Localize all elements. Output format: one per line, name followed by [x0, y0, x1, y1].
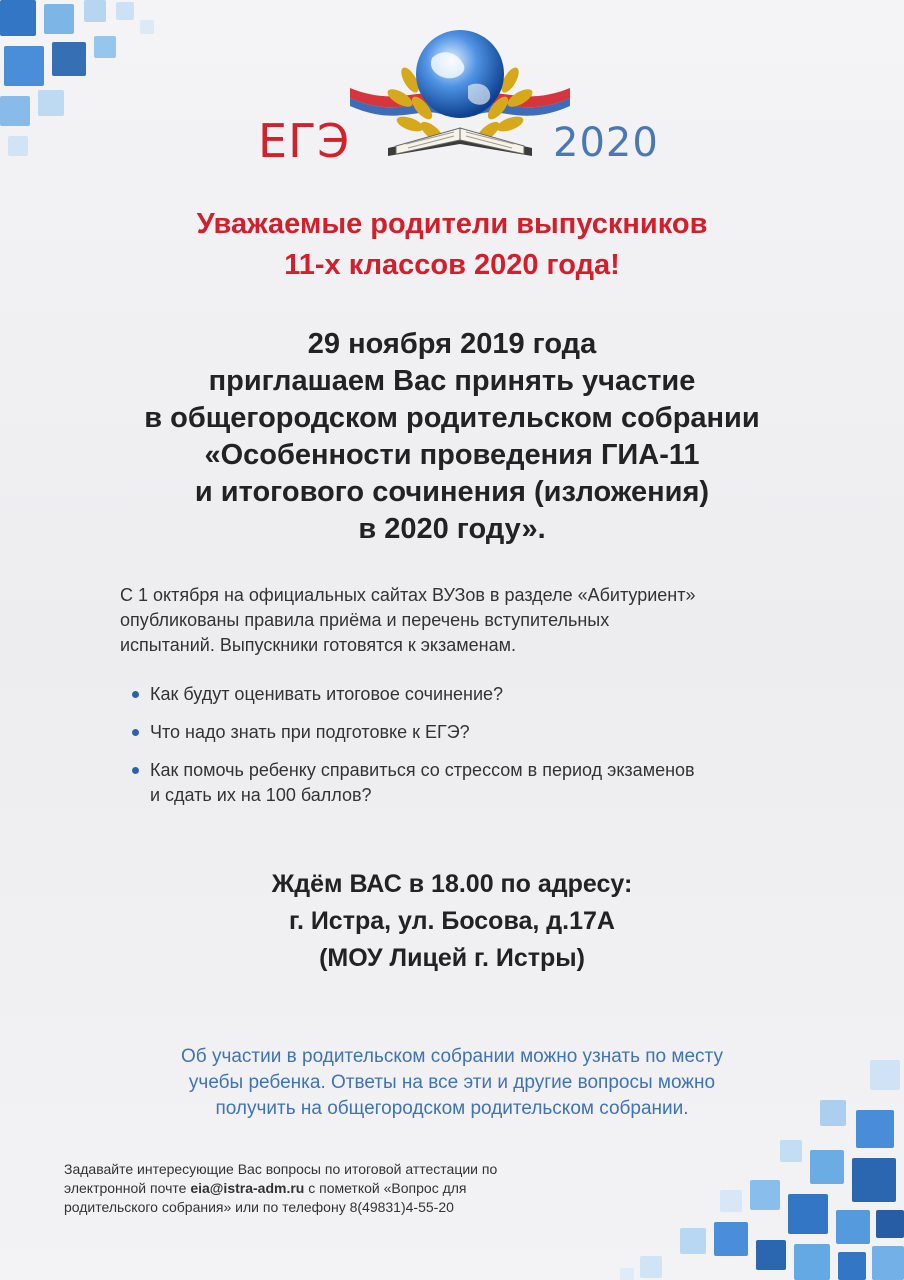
headline	[60, 204, 844, 286]
invitation	[60, 326, 844, 548]
list-item	[130, 720, 850, 745]
contact-line: родительского собрания» или по телефону 8(49831)4-55-20	[64, 1199, 454, 1215]
intro-line: испытаний. Выпускники готовятся к экзаменам.	[120, 635, 516, 655]
intro-line: С 1 октября на официальных сайтах ВУЗов в разделе «Абитуриент»	[120, 585, 696, 605]
headline-line: 11-х классов 2020 года!	[284, 249, 620, 281]
contact-prefix: электронной почте	[64, 1180, 191, 1196]
info-line: Об участии в родительском собрании можно узнать по месту	[181, 1046, 723, 1067]
invitation-line: в общегородском родительском собрании	[144, 402, 760, 434]
list-item	[130, 758, 850, 808]
email-link[interactable]: eia@istra-adm.ru	[190, 1180, 305, 1196]
info-line: получить на общегородском родительском собрании.	[215, 1098, 689, 1119]
question-text: и сдать их на 100 баллов?	[150, 785, 372, 805]
invitation-line: «Особенности проведения ГИА-11	[204, 439, 700, 471]
question-list	[130, 682, 850, 821]
invitation-line: приглашаем Вас принять участие	[208, 365, 696, 397]
bullet-icon	[132, 691, 139, 698]
decor-squares-top-left	[0, 0, 210, 190]
question-text: Как помочь ребенку справиться со стрессом в период экзаменов	[150, 760, 695, 780]
meeting-address	[60, 866, 844, 977]
headline-line: Уважаемые родители выпускников	[196, 208, 708, 240]
address-line: Ждём ВАС в 18.00 по адресу:	[271, 870, 633, 898]
contact-line: Задавайте интересующие Вас вопросы по итоговой аттестации по	[64, 1161, 498, 1177]
invitation-line: в 2020 году».	[358, 513, 546, 545]
invitation-line: 29 ноября 2019 года	[307, 328, 597, 360]
address-line: г. Истра, ул. Босова, д.17А	[289, 907, 615, 935]
question-text: Что надо знать при подготовке к ЕГЭ?	[150, 722, 470, 742]
info-paragraph	[120, 1044, 784, 1122]
invitation-line: и итогового сочинения (изложения)	[194, 476, 710, 508]
bullet-icon	[132, 767, 139, 774]
contact-suffix: с пометкой «Вопрос для	[304, 1180, 467, 1196]
intro-paragraph	[120, 583, 820, 658]
year-logo-text: 2020	[553, 120, 659, 166]
list-item	[130, 682, 850, 707]
question-text: Как будут оценивать итоговое сочинение?	[150, 684, 504, 704]
address-line: (МОУ Лицей г. Истры)	[319, 944, 585, 972]
info-line: учебы ребенка. Ответы на все эти и другие вопросы можно	[188, 1072, 716, 1093]
bullet-icon	[132, 729, 139, 736]
contact-paragraph	[64, 1160, 624, 1217]
intro-line: опубликованы правила приёма и перечень вступительных	[120, 610, 610, 630]
ege-logo-text: ЕГЭ	[258, 114, 351, 168]
